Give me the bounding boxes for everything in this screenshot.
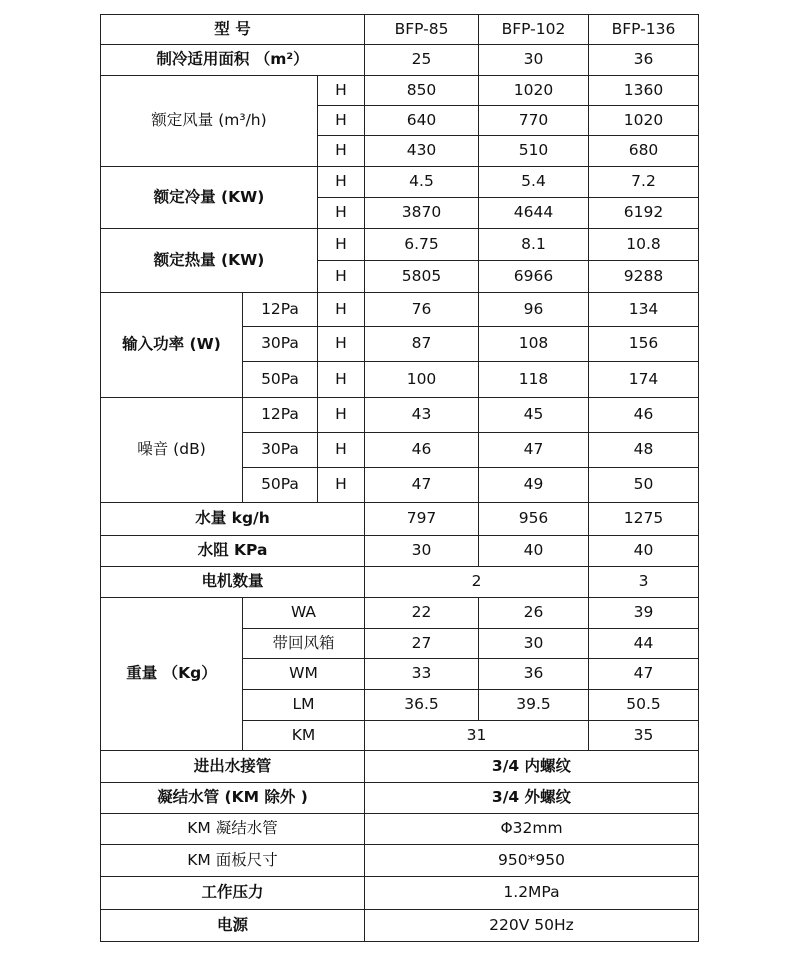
- model-bfp-85: BFP-85: [365, 15, 479, 45]
- cell-value: 156: [589, 327, 699, 362]
- pressure-cell: 12Pa: [243, 293, 318, 327]
- cell-value: 6.75: [365, 229, 479, 261]
- cell-value: 1020: [589, 106, 699, 136]
- km-panel-label: KM 面板尺寸: [101, 845, 365, 877]
- speed-cell: H: [318, 468, 365, 503]
- cell-value: 4.5: [365, 167, 479, 198]
- water-connection-value: 3/4 内螺纹: [365, 751, 699, 783]
- cell-value: 36: [479, 659, 589, 690]
- cell-value: 45: [479, 398, 589, 433]
- pressure-cell: 30Pa: [243, 433, 318, 468]
- cell-value: 1360: [589, 76, 699, 106]
- airflow-label: 额定风量 (m³/h): [101, 76, 318, 167]
- noise-label: 噪音 (dB): [101, 398, 243, 503]
- weight-type: KM: [243, 721, 365, 751]
- cooling-label: 额定冷量 (KW): [101, 167, 318, 229]
- cell-value: 47: [589, 659, 699, 690]
- weight-type: WM: [243, 659, 365, 690]
- model-bfp-136: BFP-136: [589, 15, 699, 45]
- cell-value: 7.2: [589, 167, 699, 198]
- pressure-cell: 50Pa: [243, 362, 318, 398]
- cell-value: 3870: [365, 198, 479, 229]
- spec-table: [100, 14, 699, 942]
- power-row: [101, 293, 699, 327]
- cell-value: 25: [365, 45, 479, 76]
- cell-value: 76: [365, 293, 479, 327]
- cell-value: 33: [365, 659, 479, 690]
- weight-type: 带回风箱: [243, 629, 365, 659]
- cell-value: 30: [365, 536, 479, 567]
- cell-value: 47: [365, 468, 479, 503]
- pressure-cell: 12Pa: [243, 398, 318, 433]
- weight-row: [101, 598, 699, 629]
- cell-value: 5805: [365, 261, 479, 293]
- water-resistance-label: 水阻 KPa: [101, 536, 365, 567]
- weight-type: LM: [243, 690, 365, 721]
- power-supply-row: [101, 910, 699, 942]
- cell-value: 50.5: [589, 690, 699, 721]
- cell-value: 770: [479, 106, 589, 136]
- cell-value: 510: [479, 136, 589, 167]
- condensate-pipe-row: [101, 783, 699, 814]
- airflow-row: [101, 76, 699, 106]
- cooling-row: [101, 167, 699, 198]
- cell-value: 1275: [589, 503, 699, 536]
- cell-value: 9288: [589, 261, 699, 293]
- cell-value: 46: [589, 398, 699, 433]
- cell-value: 10.8: [589, 229, 699, 261]
- pressure-cell: 30Pa: [243, 327, 318, 362]
- heating-label: 额定热量 (KW): [101, 229, 318, 293]
- cell-value: 430: [365, 136, 479, 167]
- pressure-cell: 50Pa: [243, 468, 318, 503]
- cell-value: 174: [589, 362, 699, 398]
- power-label: 输入功率 (W): [101, 293, 243, 398]
- cell-value: 48: [589, 433, 699, 468]
- cell-value: 50: [589, 468, 699, 503]
- weight-type: WA: [243, 598, 365, 629]
- power-supply-value: 220V 50Hz: [365, 910, 699, 942]
- cell-value: 118: [479, 362, 589, 398]
- km-condensate-row: [101, 814, 699, 845]
- cell-value: 5.4: [479, 167, 589, 198]
- water-connection-label: 进出水接管: [101, 751, 365, 783]
- cell-value: 797: [365, 503, 479, 536]
- cell-value: 39.5: [479, 690, 589, 721]
- cell-value: 6966: [479, 261, 589, 293]
- working-pressure-row: [101, 877, 699, 910]
- motor-count-row: [101, 567, 699, 598]
- cell-value: 2: [365, 567, 589, 598]
- speed-cell: H: [318, 136, 365, 167]
- cell-value: 100: [365, 362, 479, 398]
- working-pressure-value: 1.2MPa: [365, 877, 699, 910]
- km-panel-row: [101, 845, 699, 877]
- header-row: [101, 15, 699, 45]
- speed-cell: H: [318, 362, 365, 398]
- condensate-pipe-value: 3/4 外螺纹: [365, 783, 699, 814]
- cell-value: 134: [589, 293, 699, 327]
- working-pressure-label: 工作压力: [101, 877, 365, 910]
- speed-cell: H: [318, 327, 365, 362]
- cell-value: 30: [479, 629, 589, 659]
- cell-value: 31: [365, 721, 589, 751]
- cell-value: 640: [365, 106, 479, 136]
- cell-value: 44: [589, 629, 699, 659]
- speed-cell: H: [318, 198, 365, 229]
- cell-value: 36: [589, 45, 699, 76]
- cell-value: 8.1: [479, 229, 589, 261]
- water-connection-row: [101, 751, 699, 783]
- condensate-pipe-label: 凝结水管 (KM 除外 ): [101, 783, 365, 814]
- motor-count-label: 电机数量: [101, 567, 365, 598]
- water-resistance-row: [101, 536, 699, 567]
- cell-value: 22: [365, 598, 479, 629]
- water-flow-label: 水量 kg/h: [101, 503, 365, 536]
- cooling-area-label: 制冷适用面积 （m²）: [101, 45, 365, 76]
- speed-cell: H: [318, 261, 365, 293]
- speed-cell: H: [318, 106, 365, 136]
- speed-cell: H: [318, 398, 365, 433]
- noise-row: [101, 398, 699, 433]
- cell-value: 35: [589, 721, 699, 751]
- cooling-area-row: [101, 45, 699, 76]
- heating-row: [101, 229, 699, 261]
- cell-value: 26: [479, 598, 589, 629]
- km-condensate-value: Φ32mm: [365, 814, 699, 845]
- cell-value: 4644: [479, 198, 589, 229]
- cell-value: 1020: [479, 76, 589, 106]
- water-flow-row: [101, 503, 699, 536]
- power-supply-label: 电源: [101, 910, 365, 942]
- cell-value: 49: [479, 468, 589, 503]
- cell-value: 956: [479, 503, 589, 536]
- cell-value: 680: [589, 136, 699, 167]
- cell-value: 27: [365, 629, 479, 659]
- cell-value: 87: [365, 327, 479, 362]
- cell-value: 6192: [589, 198, 699, 229]
- speed-cell: H: [318, 293, 365, 327]
- model-bfp-102: BFP-102: [479, 15, 589, 45]
- cell-value: 40: [479, 536, 589, 567]
- weight-label: 重量 （Kg）: [101, 598, 243, 751]
- model-label: 型 号: [101, 15, 365, 45]
- cell-value: 96: [479, 293, 589, 327]
- cell-value: 30: [479, 45, 589, 76]
- km-condensate-label: KM 凝结水管: [101, 814, 365, 845]
- cell-value: 3: [589, 567, 699, 598]
- cell-value: 47: [479, 433, 589, 468]
- cell-value: 43: [365, 398, 479, 433]
- cell-value: 39: [589, 598, 699, 629]
- speed-cell: H: [318, 76, 365, 106]
- cell-value: 850: [365, 76, 479, 106]
- speed-cell: H: [318, 229, 365, 261]
- cell-value: 36.5: [365, 690, 479, 721]
- speed-cell: H: [318, 167, 365, 198]
- cell-value: 108: [479, 327, 589, 362]
- km-panel-value: 950*950: [365, 845, 699, 877]
- speed-cell: H: [318, 433, 365, 468]
- cell-value: 40: [589, 536, 699, 567]
- cell-value: 46: [365, 433, 479, 468]
